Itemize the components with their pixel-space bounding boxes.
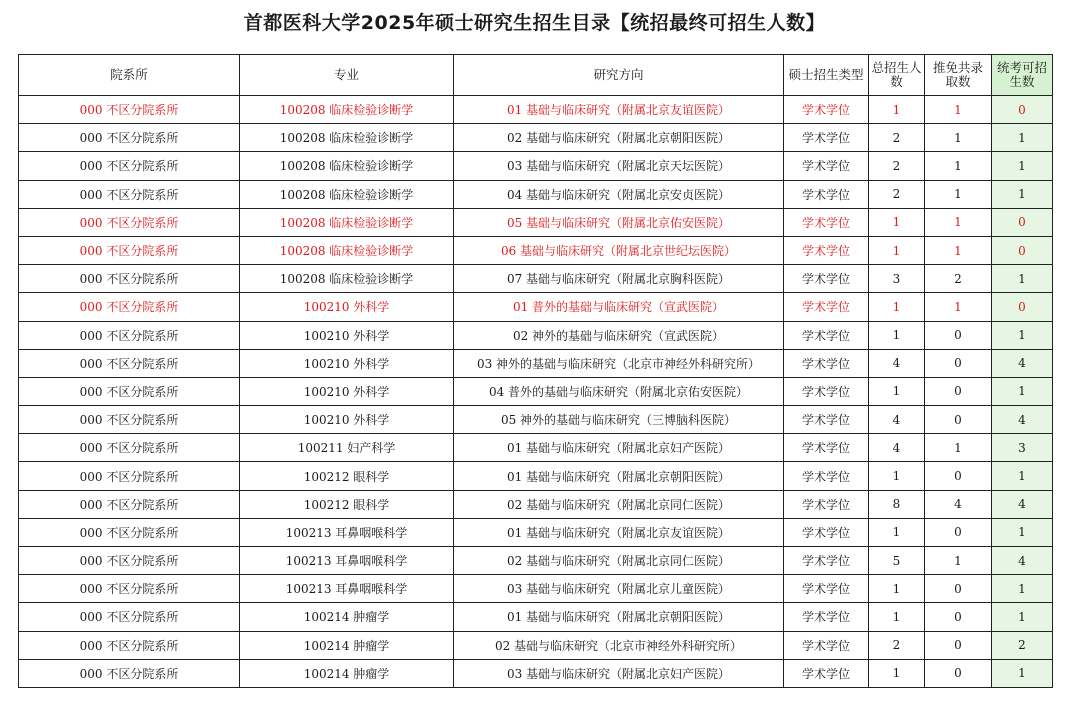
total-cell: 1 [869,96,925,124]
dept-cell: 000 不区分院系所 [19,659,240,687]
direction-cell: 02 基础与临床研究（北京市神经外科研究所） [454,631,784,659]
exempt-cell: 1 [925,152,992,180]
table-row [19,349,1053,377]
type-cell: 学术学位 [784,96,869,124]
available-cell: 4 [992,406,1053,434]
dept-cell: 000 不区分院系所 [19,603,240,631]
dept-cell: 000 不区分院系所 [19,236,240,264]
available-cell: 1 [992,265,1053,293]
table-row [19,124,1053,152]
type-cell: 学术学位 [784,265,869,293]
dept-cell: 000 不区分院系所 [19,293,240,321]
exempt-cell: 1 [925,180,992,208]
direction-cell: 05 基础与临床研究（附属北京佑安医院） [454,208,784,236]
direction-cell: 06 基础与临床研究（附属北京世纪坛医院） [454,236,784,264]
dept-cell: 000 不区分院系所 [19,462,240,490]
total-cell: 1 [869,236,925,264]
exempt-cell: 1 [925,293,992,321]
direction-cell: 07 基础与临床研究（附属北京胸科医院） [454,265,784,293]
major-cell: 100210 外科学 [240,349,454,377]
major-cell: 100214 肿瘤学 [240,603,454,631]
type-cell: 学术学位 [784,208,869,236]
total-cell: 1 [869,603,925,631]
direction-cell: 01 基础与临床研究（附属北京友谊医院） [454,96,784,124]
exempt-cell: 0 [925,462,992,490]
total-cell: 3 [869,265,925,293]
dept-cell: 000 不区分院系所 [19,208,240,236]
major-cell: 100208 临床检验诊断学 [240,152,454,180]
table-row [19,462,1053,490]
total-cell: 1 [869,462,925,490]
type-cell: 学术学位 [784,152,869,180]
exempt-cell: 0 [925,603,992,631]
major-cell: 100212 眼科学 [240,462,454,490]
available-cell: 1 [992,377,1053,405]
major-cell: 100211 妇产科学 [240,434,454,462]
column-header-available [992,55,1053,96]
major-cell: 100208 临床检验诊断学 [240,124,454,152]
dept-cell: 000 不区分院系所 [19,124,240,152]
dept-cell: 000 不区分院系所 [19,518,240,546]
total-cell: 5 [869,547,925,575]
type-cell: 学术学位 [784,434,869,462]
column-header-direction: 研究方向 [454,55,784,96]
total-cell: 4 [869,406,925,434]
direction-cell: 01 普外的基础与临床研究（宣武医院） [454,293,784,321]
major-cell: 100210 外科学 [240,377,454,405]
column-header-type: 硕士招生类型 [784,55,869,96]
direction-cell: 03 基础与临床研究（附属北京天坛医院） [454,152,784,180]
table-row [19,377,1053,405]
type-cell: 学术学位 [784,180,869,208]
type-cell: 学术学位 [784,377,869,405]
table-row [19,321,1053,349]
table-row [19,547,1053,575]
available-cell: 1 [992,462,1053,490]
available-cell: 0 [992,96,1053,124]
direction-cell: 01 基础与临床研究（附属北京友谊医院） [454,518,784,546]
type-cell: 学术学位 [784,603,869,631]
exempt-cell: 4 [925,490,992,518]
column-header-major: 专业 [240,55,454,96]
column-header-exempt-text: 推免共录取数 [932,60,983,89]
table-row [19,293,1053,321]
total-cell: 1 [869,208,925,236]
dept-cell: 000 不区分院系所 [19,547,240,575]
exempt-cell: 0 [925,659,992,687]
type-cell: 学术学位 [784,462,869,490]
exempt-cell: 0 [925,349,992,377]
available-cell: 1 [992,180,1053,208]
dept-cell: 000 不区分院系所 [19,152,240,180]
exempt-cell: 0 [925,631,992,659]
type-cell: 学术学位 [784,518,869,546]
available-cell: 0 [992,236,1053,264]
column-header-exempt [925,55,992,96]
table-row [19,631,1053,659]
type-cell: 学术学位 [784,490,869,518]
exempt-cell: 1 [925,124,992,152]
major-cell: 100213 耳鼻咽喉科学 [240,518,454,546]
exempt-cell: 1 [925,96,992,124]
available-cell: 1 [992,603,1053,631]
direction-cell: 03 基础与临床研究（附属北京妇产医院） [454,659,784,687]
column-header-available-text: 统考可招生数 [996,60,1047,89]
table-row [19,575,1053,603]
available-cell: 1 [992,124,1053,152]
available-cell: 1 [992,152,1053,180]
major-cell: 100210 外科学 [240,406,454,434]
exempt-cell: 0 [925,321,992,349]
type-cell: 学术学位 [784,659,869,687]
major-cell: 100212 眼科学 [240,490,454,518]
dept-cell: 000 不区分院系所 [19,490,240,518]
major-cell: 100210 外科学 [240,321,454,349]
type-cell: 学术学位 [784,547,869,575]
total-cell: 1 [869,659,925,687]
total-cell: 2 [869,152,925,180]
column-header-dept: 院系所 [19,55,240,96]
direction-cell: 02 基础与临床研究（附属北京同仁医院） [454,490,784,518]
total-cell: 1 [869,575,925,603]
direction-cell: 03 神外的基础与临床研究（北京市神经外科研究所） [454,349,784,377]
total-cell: 1 [869,293,925,321]
table-row [19,208,1053,236]
type-cell: 学术学位 [784,321,869,349]
exempt-cell: 0 [925,406,992,434]
column-header-total-text: 总招生人数 [871,60,922,89]
available-cell: 2 [992,631,1053,659]
total-cell: 1 [869,377,925,405]
table-row [19,603,1053,631]
available-cell: 4 [992,547,1053,575]
total-cell: 2 [869,124,925,152]
table-row [19,490,1053,518]
major-cell: 100210 外科学 [240,293,454,321]
total-cell: 1 [869,321,925,349]
available-cell: 4 [992,349,1053,377]
dept-cell: 000 不区分院系所 [19,575,240,603]
table-row [19,659,1053,687]
total-cell: 2 [869,180,925,208]
exempt-cell: 0 [925,377,992,405]
available-cell: 3 [992,434,1053,462]
total-cell: 2 [869,631,925,659]
dept-cell: 000 不区分院系所 [19,434,240,462]
major-cell: 100208 临床检验诊断学 [240,208,454,236]
direction-cell: 01 基础与临床研究（附属北京妇产医院） [454,434,784,462]
direction-cell: 02 基础与临床研究（附属北京同仁医院） [454,547,784,575]
table-row [19,96,1053,124]
direction-cell: 01 基础与临床研究（附属北京朝阳医院） [454,462,784,490]
type-cell: 学术学位 [784,124,869,152]
type-cell: 学术学位 [784,406,869,434]
total-cell: 8 [869,490,925,518]
table-header-row [19,55,1053,96]
table-row [19,236,1053,264]
direction-cell: 02 基础与临床研究（附属北京朝阳医院） [454,124,784,152]
dept-cell: 000 不区分院系所 [19,349,240,377]
major-cell: 100208 临床检验诊断学 [240,236,454,264]
major-cell: 100213 耳鼻咽喉科学 [240,575,454,603]
type-cell: 学术学位 [784,293,869,321]
column-header-total [869,55,925,96]
direction-cell: 03 基础与临床研究（附属北京儿童医院） [454,575,784,603]
major-cell: 100208 临床检验诊断学 [240,265,454,293]
major-cell: 100214 肿瘤学 [240,659,454,687]
total-cell: 4 [869,434,925,462]
dept-cell: 000 不区分院系所 [19,321,240,349]
page-title: 首都医科大学2025年硕士研究生招生目录【统招最终可招生人数】 [243,12,826,34]
dept-cell: 000 不区分院系所 [19,96,240,124]
total-cell: 1 [869,518,925,546]
type-cell: 学术学位 [784,631,869,659]
enrollment-table [18,54,1053,688]
table-row [19,406,1053,434]
major-cell: 100208 临床检验诊断学 [240,180,454,208]
exempt-cell: 1 [925,236,992,264]
direction-cell: 05 神外的基础与临床研究（三博脑科医院） [454,406,784,434]
total-cell: 4 [869,349,925,377]
exempt-cell: 1 [925,208,992,236]
type-cell: 学术学位 [784,236,869,264]
major-cell: 100213 耳鼻咽喉科学 [240,547,454,575]
table-row [19,518,1053,546]
available-cell: 4 [992,490,1053,518]
direction-cell: 01 基础与临床研究（附属北京朝阳医院） [454,603,784,631]
dept-cell: 000 不区分院系所 [19,265,240,293]
table-row [19,152,1053,180]
exempt-cell: 1 [925,547,992,575]
table-row [19,180,1053,208]
direction-cell: 02 神外的基础与临床研究（宣武医院） [454,321,784,349]
dept-cell: 000 不区分院系所 [19,180,240,208]
direction-cell: 04 普外的基础与临床研究（附属北京佑安医院） [454,377,784,405]
dept-cell: 000 不区分院系所 [19,377,240,405]
direction-cell: 04 基础与临床研究（附属北京安贞医院） [454,180,784,208]
exempt-cell: 1 [925,434,992,462]
dept-cell: 000 不区分院系所 [19,406,240,434]
table-row [19,265,1053,293]
table-row [19,434,1053,462]
major-cell: 100214 肿瘤学 [240,631,454,659]
dept-cell: 000 不区分院系所 [19,631,240,659]
available-cell: 0 [992,208,1053,236]
available-cell: 1 [992,321,1053,349]
available-cell: 1 [992,659,1053,687]
major-cell: 100208 临床检验诊断学 [240,96,454,124]
type-cell: 学术学位 [784,349,869,377]
available-cell: 0 [992,293,1053,321]
type-cell: 学术学位 [784,575,869,603]
exempt-cell: 0 [925,518,992,546]
exempt-cell: 2 [925,265,992,293]
available-cell: 1 [992,575,1053,603]
exempt-cell: 0 [925,575,992,603]
available-cell: 1 [992,518,1053,546]
